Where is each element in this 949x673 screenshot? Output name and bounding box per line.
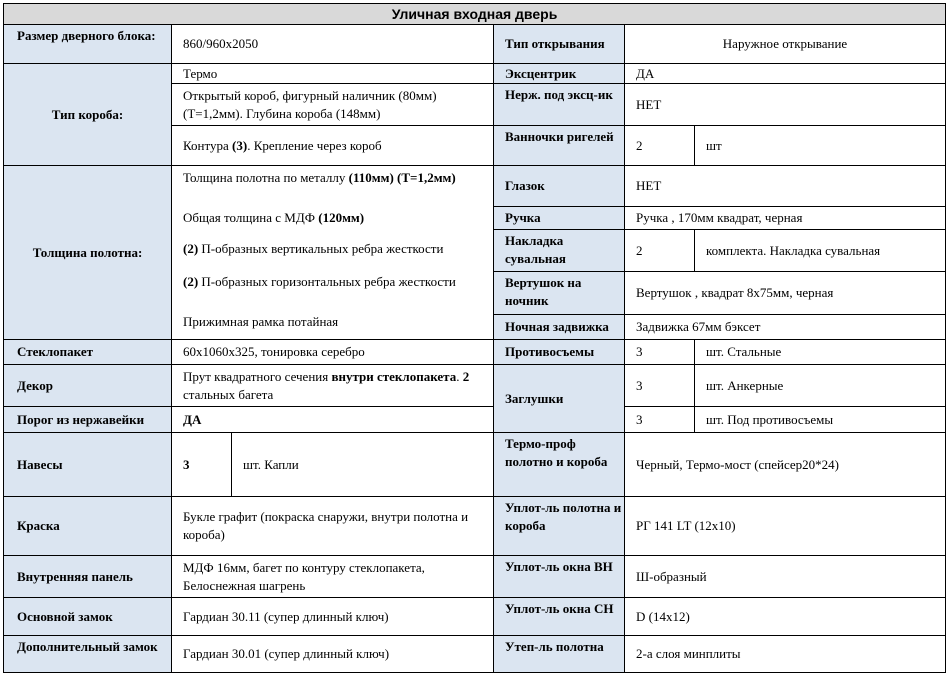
plugs-anti-desc: шт. Под противосъемы [694,406,946,433]
threshold-label: Порог из нержавейки [3,406,172,433]
thickness-total [183,208,482,232]
vertical-ribs-count: (2) [183,241,199,256]
inner-panel-value [171,555,494,598]
eccentric-ss-value: НЕТ [624,83,946,126]
decor-post: стальных багета [183,386,274,402]
inner-panel-label: Внутренняя панель [3,555,172,598]
night-latch-value: Вертушок , квадрат 8х75мм, черная [624,271,946,315]
bolt-trays-count: 2 [624,125,695,166]
eccentric-label: Эксцентрик [493,63,625,84]
plugs-anchor-count: 3 [624,364,695,407]
paint-text: Букле графит (покраска снаружи, внутри полотна и короба) [183,509,469,542]
insulation-value: 2-а слоя минплиты [624,635,946,673]
vertical-ribs-text: П-образных вертикальных ребра жесткости [198,241,444,256]
thickness-metal [183,168,482,208]
night-bolt-label: Ночная задвижка [493,314,625,340]
door-seal-value: РГ 141 LT (12х10) [624,496,946,556]
inner-panel-text: МДФ 16мм, багет по контуру стеклопакета, Белоснежная шагрень [183,559,425,593]
night-latch-label: Вертушок на ночник [493,271,625,315]
eccentric-value: ДА [624,63,946,84]
box-type-frame [171,83,494,126]
glass-value: 60х1060х325, тонировка серебро [171,339,494,365]
hinges-label: Навесы [3,432,172,497]
eccentric-ss-label: Нерж. под эксц-ик [493,83,625,126]
main-lock-value: Гардиан 30.11 (супер длинный ключ) [171,597,494,636]
thickness-vertical-ribs [183,232,482,272]
bolt-trays-label: Ванночки ригелей [493,125,625,166]
paint-value [171,496,494,556]
anti-removal-label: Противосъемы [493,339,625,365]
anti-removal-count: 3 [624,339,695,365]
thickness-total-value: (120мм) [318,210,365,225]
thickness-value [171,165,494,340]
additional-lock-label: Дополнительный замок [3,635,172,673]
box-contours-pre: Контура [183,137,233,153]
plugs-anchor-desc: шт. Анкерные [694,364,946,407]
handle-label: Ручка [493,206,625,230]
glass-label: Стеклопакет [3,339,172,365]
size-value: 860/960х2050 [171,24,494,64]
decor-count: 2 [462,368,470,384]
escutcheon-desc: комплекта. Накладка сувальная [694,229,946,272]
additional-lock-value: Гардиан 30.01 (супер длинный ключ) [171,635,494,673]
box-type-contours [171,125,494,166]
window-seal-inner-label: Уплот-ль окна ВН [493,555,625,598]
hinges-desc: шт. Капли [231,432,494,497]
box-type-label: Тип короба: [3,63,172,166]
plugs-label: Заглушки [493,364,625,433]
decor-location: внутри стеклопакета [331,368,457,384]
thickness-horizontal-ribs [183,272,482,312]
paint-label: Краска [3,496,172,556]
bolt-trays-unit: шт [694,125,946,166]
window-seal-inner-value: Ш-образный [624,555,946,598]
decor-text [183,368,493,404]
box-contours-count: (3) [232,137,248,153]
escutcheon-label: Накладка сувальная [493,229,625,272]
window-seal-outer-value: D (14х12) [624,597,946,636]
peephole-value: НЕТ [624,165,946,207]
thickness-total-text: Общая толщина с МДФ [183,210,319,225]
size-label: Размер дверного блока: [3,24,172,64]
box-contours-post: . Крепление через короб [247,137,382,153]
decor-value [171,364,494,407]
window-seal-outer-label: Уплот-ль окна СН [493,597,625,636]
box-type-frame-text: Открытый короб, фигурный наличник (80мм) (Т=1,2мм). Глубина короба (148мм) [183,87,437,121]
box-contours-text [183,137,382,155]
thickness-metal-text: Толщина полотна по металлу [183,170,349,185]
opening-value: Наружное открывание [624,24,946,64]
peephole-label: Глазок [493,165,625,207]
night-bolt-value: Задвижка 67мм бэксет [624,314,946,340]
door-seal-label: Уплот-ль полотна и короба [493,496,625,556]
handle-value: Ручка , 170мм квадрат, черная [624,206,946,230]
horizontal-ribs-text: П-образных горизонтальных ребра жесткости [198,274,456,289]
thermo-profile-value: Черный, Термо-мост (спейсер20*24) [624,432,946,497]
opening-label: Тип открывания [493,24,625,64]
box-type-thermo: Термо [171,63,494,84]
insulation-label: Утеп-ль полотна [493,635,625,673]
thickness-metal-value: (110мм) (Т=1,2мм) [348,170,456,185]
thermo-profile-label: Термо-проф полотно и короба [493,432,625,497]
threshold-value: ДА [171,406,494,433]
main-lock-label: Основной замок [3,597,172,636]
hinges-count: 3 [171,432,232,497]
decor-mid: . [456,368,463,384]
horizontal-ribs-count: (2) [183,274,199,289]
decor-label: Декор [3,364,172,407]
thickness-frame: Прижимная рамка потайная [183,314,339,329]
escutcheon-count: 2 [624,229,695,272]
table-title: Уличная входная дверь [3,3,946,25]
anti-removal-desc: шт. Стальные [694,339,946,365]
plugs-anti-count: 3 [624,406,695,433]
thickness-label: Толщина полотна: [3,165,172,340]
decor-pre: Прут квадратного сечения [183,368,332,384]
